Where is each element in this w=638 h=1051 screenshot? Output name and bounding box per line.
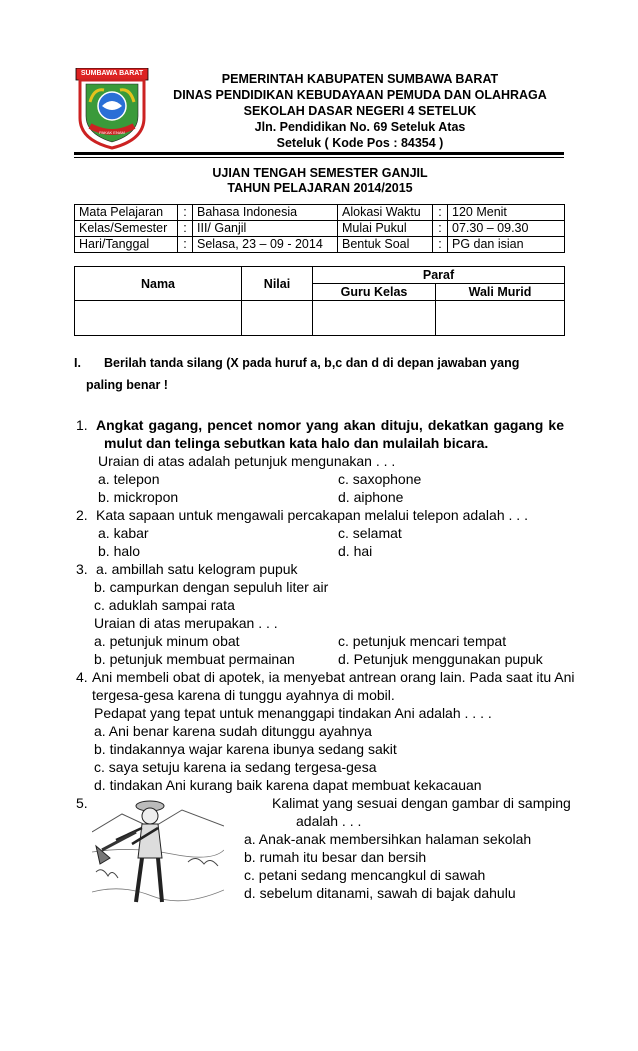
govt-name: PEMERINTAH KABUPATEN SUMBAWA BARAT <box>221 72 499 86</box>
table-cell: : <box>433 221 448 237</box>
table-cell: 07.30 – 09.30 <box>448 221 565 237</box>
col-guru-kelas: Guru Kelas <box>313 284 436 301</box>
letterhead-rule-thin <box>74 157 564 158</box>
col-nilai: Nilai <box>242 267 313 301</box>
q1-option-b[interactable]: b. mickropon <box>98 489 179 505</box>
table-cell: : <box>178 205 193 221</box>
table-cell: : <box>178 237 193 253</box>
table-cell: Alokasi Waktu <box>338 205 433 221</box>
q2-option-c[interactable]: c. selamat <box>338 525 402 541</box>
section-number: I. <box>74 356 81 370</box>
q2-option-b[interactable]: b. halo <box>98 543 141 559</box>
q3-prompt: Uraian di atas merupakan . . . <box>94 615 278 631</box>
q5-option-a[interactable]: a. Anak-anak membersihkan halaman sekolah <box>244 831 532 847</box>
q2-option-d[interactable]: d. hai <box>338 543 373 559</box>
col-wali-murid: Wali Murid <box>436 284 565 301</box>
q4-number: 4. <box>76 669 88 685</box>
q4-option-a[interactable]: a. Ani benar karena sudah ditunggu ayahnya <box>94 723 372 739</box>
q4-option-b[interactable]: b. tindakannya wajar karena ibunya sedang sakit <box>94 741 397 757</box>
q5-number: 5. <box>76 795 88 811</box>
q3-option-a[interactable]: a. petunjuk minum obat <box>94 633 240 649</box>
table-cell: : <box>433 237 448 253</box>
exam-year: TAHUN PELAJARAN 2014/2015 <box>227 181 413 195</box>
table-row <box>75 221 565 237</box>
wali-cell[interactable] <box>436 301 565 336</box>
q3-step-a: a. ambillah satu kelogram pupuk <box>96 561 298 577</box>
q3-step-b: b. campurkan dengan sepuluh liter air <box>94 579 329 595</box>
table-cell: Kelas/Semester <box>75 221 178 237</box>
q4-text: Ani membeli obat di apotek, ia menyebat antrean orang lain. Pada saat itu Ani <box>92 669 575 685</box>
q2-option-a[interactable]: a. kabar <box>98 525 149 541</box>
logo-banner-text: SUMBAWA BARAT <box>80 70 144 77</box>
q5-text-cont: adalah . . . <box>296 813 362 829</box>
signature-table <box>74 266 565 336</box>
q5-option-d[interactable]: d. sebelum ditanami, sawah di bajak dahulu <box>244 885 516 901</box>
table-row <box>75 301 565 336</box>
q1-option-d[interactable]: d. aiphone <box>338 489 404 505</box>
section-instruction: Berilah tanda silang (X pada huruf a, b,c dan d di depan jawaban yang <box>104 356 520 370</box>
regency-logo <box>74 68 150 150</box>
q5-text: Kalimat yang sesuai dengan gambar di samping <box>272 795 571 811</box>
table-row <box>75 237 565 253</box>
q2-text: Kata sapaan untuk mengawali percakapan melalui telepon adalah . . . <box>96 507 528 523</box>
nilai-cell[interactable] <box>242 301 313 336</box>
q1-option-a[interactable]: a. telepon <box>98 471 160 487</box>
exam-title: UJIAN TENGAH SEMESTER GANJIL <box>212 166 428 180</box>
letterhead-rule-thick <box>74 152 564 155</box>
q4-option-d[interactable]: d. tindakan Ani kurang baik karena dapat membuat kekacauan <box>94 777 482 793</box>
col-nama: Nama <box>75 267 242 301</box>
q1-text-cont: mulut dan telinga sebutkan kata halo dan mulailah bicara. <box>104 435 489 451</box>
table-row <box>75 267 565 284</box>
q5-option-b[interactable]: b. rumah itu besar dan bersih <box>244 849 427 865</box>
table-cell: Bentuk Soal <box>338 237 433 253</box>
table-cell: Bahasa Indonesia <box>193 205 338 221</box>
dept-name: DINAS PENDIDIKAN KEBUDAYAAN PEMUDA DAN OLAHRAGA <box>173 88 547 102</box>
q1-text: Angkat gagang, pencet nomor yang akan dituju, dekatkan gagang ke <box>96 417 564 433</box>
col-paraf: Paraf <box>313 267 565 284</box>
guru-cell[interactable] <box>313 301 436 336</box>
table-cell: Selasa, 23 – 09 - 2014 <box>193 237 338 253</box>
table-cell: : <box>178 221 193 237</box>
section-instruction-cont: paling benar ! <box>86 378 168 392</box>
q2-number: 2. <box>76 507 88 523</box>
q5-option-c[interactable]: c. petani sedang mencangkul di sawah <box>244 867 486 883</box>
q3-step-c: c. aduklah sampai rata <box>94 597 235 613</box>
table-cell: PG dan isian <box>448 237 565 253</box>
school-name: SEKOLAH DASAR NEGERI 4 SETELUK <box>243 104 477 118</box>
q4-prompt: Pedapat yang tepat untuk menanggapi tindakan Ani adalah . . . . <box>94 705 492 721</box>
school-address: Jln. Pendidikan No. 69 Seteluk Atas <box>254 120 466 134</box>
q3-option-d[interactable]: d. Petunjuk menggunakan pupuk <box>338 651 543 667</box>
q3-option-c[interactable]: c. petunjuk mencari tempat <box>338 633 507 649</box>
table-row <box>75 205 565 221</box>
exam-info-table <box>74 204 565 253</box>
q1-option-c[interactable]: c. saxophone <box>338 471 422 487</box>
table-cell: 120 Menit <box>448 205 565 221</box>
nama-cell[interactable] <box>75 301 242 336</box>
logo-motto-text: PAKAK ENAM <box>99 130 125 135</box>
table-cell: Mulai Pukul <box>338 221 433 237</box>
table-cell: Hari/Tanggal <box>75 237 178 253</box>
q1-prompt: Uraian di atas adalah petunjuk mengunakan . . . <box>98 453 396 469</box>
table-cell: III/ Ganjil <box>193 221 338 237</box>
table-cell: : <box>433 205 448 221</box>
table-cell: Mata Pelajaran <box>75 205 178 221</box>
q1-number: 1. <box>76 417 88 433</box>
farmer-hoeing-illustration <box>92 792 224 910</box>
q4-option-c[interactable]: c. saya setuju karena ia sedang tergesa-gesa <box>94 759 377 775</box>
q3-number: 3. <box>76 561 88 577</box>
postal-code: Seteluk ( Kode Pos : 84354 ) <box>276 136 444 150</box>
q3-option-b[interactable]: b. petunjuk membuat permainan <box>94 651 295 667</box>
q4-text-cont: tergesa-gesa karena di tunggu ayahnya di mobil. <box>92 687 395 703</box>
